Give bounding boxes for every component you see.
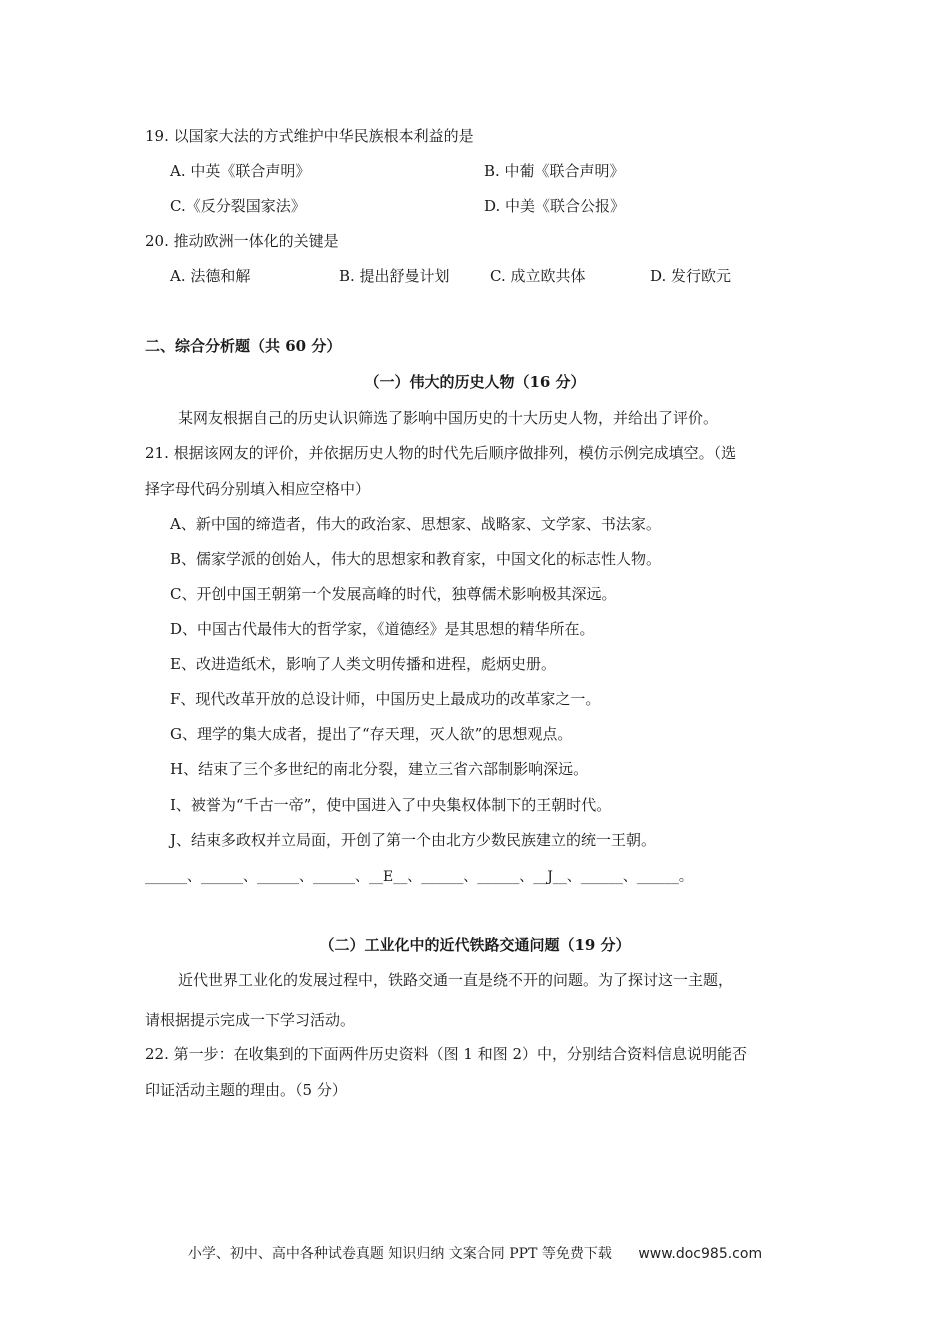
q21-stem-line2: 择字母代码分别填入相应空格中）: [145, 480, 371, 498]
footer-text: 小学、初中、高中各种试卷真题 知识归纳 文案合同 PPT 等免费下载: [187, 1246, 612, 1262]
q21-stem-line1: 21. 根据该网友的评价，并依据历史人物的时代先后顺序做排列，模仿示例完成填空。（选: [145, 444, 737, 462]
q22-stem-line2: 印证活动主题的理由。（5 分）: [145, 1081, 347, 1099]
person-item-b: B、儒家学派的创始人，伟大的思想家和教育家，中国文化的标志性人物。: [170, 550, 662, 568]
person-item-h: H、结束了三个多世纪的南北分裂，建立三省六部制影响深远。: [170, 760, 589, 778]
person-item-a: A、新中国的缔造者，伟大的政治家、思想家、战略家、文学家、书法家。: [170, 515, 661, 533]
section2-title: 二、综合分析题（共 60 分）: [145, 337, 342, 355]
q19-option-a: A. 中英《联合声明》: [170, 162, 311, 180]
part2-intro-line1: 近代世界工业化的发展过程中，铁路交通一直是绕不开的问题。为了探讨这一主题，: [178, 971, 734, 989]
person-item-d: D、中国古代最伟大的哲学家，《道德经》是其思想的精华所在。: [170, 620, 595, 638]
part2-title: （二）工业化中的近代铁路交通问题（19 分）: [319, 936, 631, 954]
person-item-f: F、现代改革开放的总设计师，中国历史上最成功的改革家之一。: [170, 690, 601, 708]
q21-answer-blanks: ______、______、______、______、__E__、______、______、__J__、______、______。: [145, 869, 693, 885]
q20-option-d: D. 发行欧元: [650, 267, 732, 285]
q19-option-d: D. 中美《联合公报》: [484, 197, 626, 215]
person-item-e: E、改进造纸术，影响了人类文明传播和进程，彪炳史册。: [170, 655, 556, 673]
q20-option-b: B. 提出舒曼计划: [339, 267, 450, 285]
person-item-i: I、被誉为“千古一帝”，使中国进入了中央集权体制下的王朝时代。: [170, 796, 612, 814]
q22-stem-line1: 22. 第一步：在收集到的下面两件历史资料（图 1 和图 2）中，分别结合资料信息说明能否: [145, 1045, 748, 1063]
footer-url[interactable]: www.doc985.com: [638, 1246, 763, 1262]
part2-intro-line2: 请根据提示完成一下学习活动。: [145, 1011, 356, 1029]
page-footer: [0, 1244, 950, 1264]
q19-stem: 19. 以国家大法的方式维护中华民族根本利益的是: [145, 127, 474, 145]
q19-option-b: B. 中葡《联合声明》: [484, 162, 625, 180]
person-item-g: G、理学的集大成者，提出了“存天理，灭人欲”的思想观点。: [170, 725, 573, 743]
q20-option-a: A. 法德和解: [170, 267, 251, 285]
q20-stem: 20. 推动欧洲一体化的关键是: [145, 232, 339, 250]
part1-title: （一）伟大的历史人物（16 分）: [364, 373, 586, 391]
person-item-c: C、开创中国王朝第一个发展高峰的时代，独尊儒术影响极其深远。: [170, 585, 617, 603]
person-item-j: J、结束多政权并立局面，开创了第一个由北方少数民族建立的统一王朝。: [170, 831, 657, 849]
q20-option-c: C. 成立欧共体: [490, 267, 586, 285]
part1-intro: 某网友根据自己的历史认识筛选了影响中国历史的十大历史人物，并给出了评价。: [178, 409, 719, 427]
q19-option-c: C.《反分裂国家法》: [170, 197, 306, 215]
